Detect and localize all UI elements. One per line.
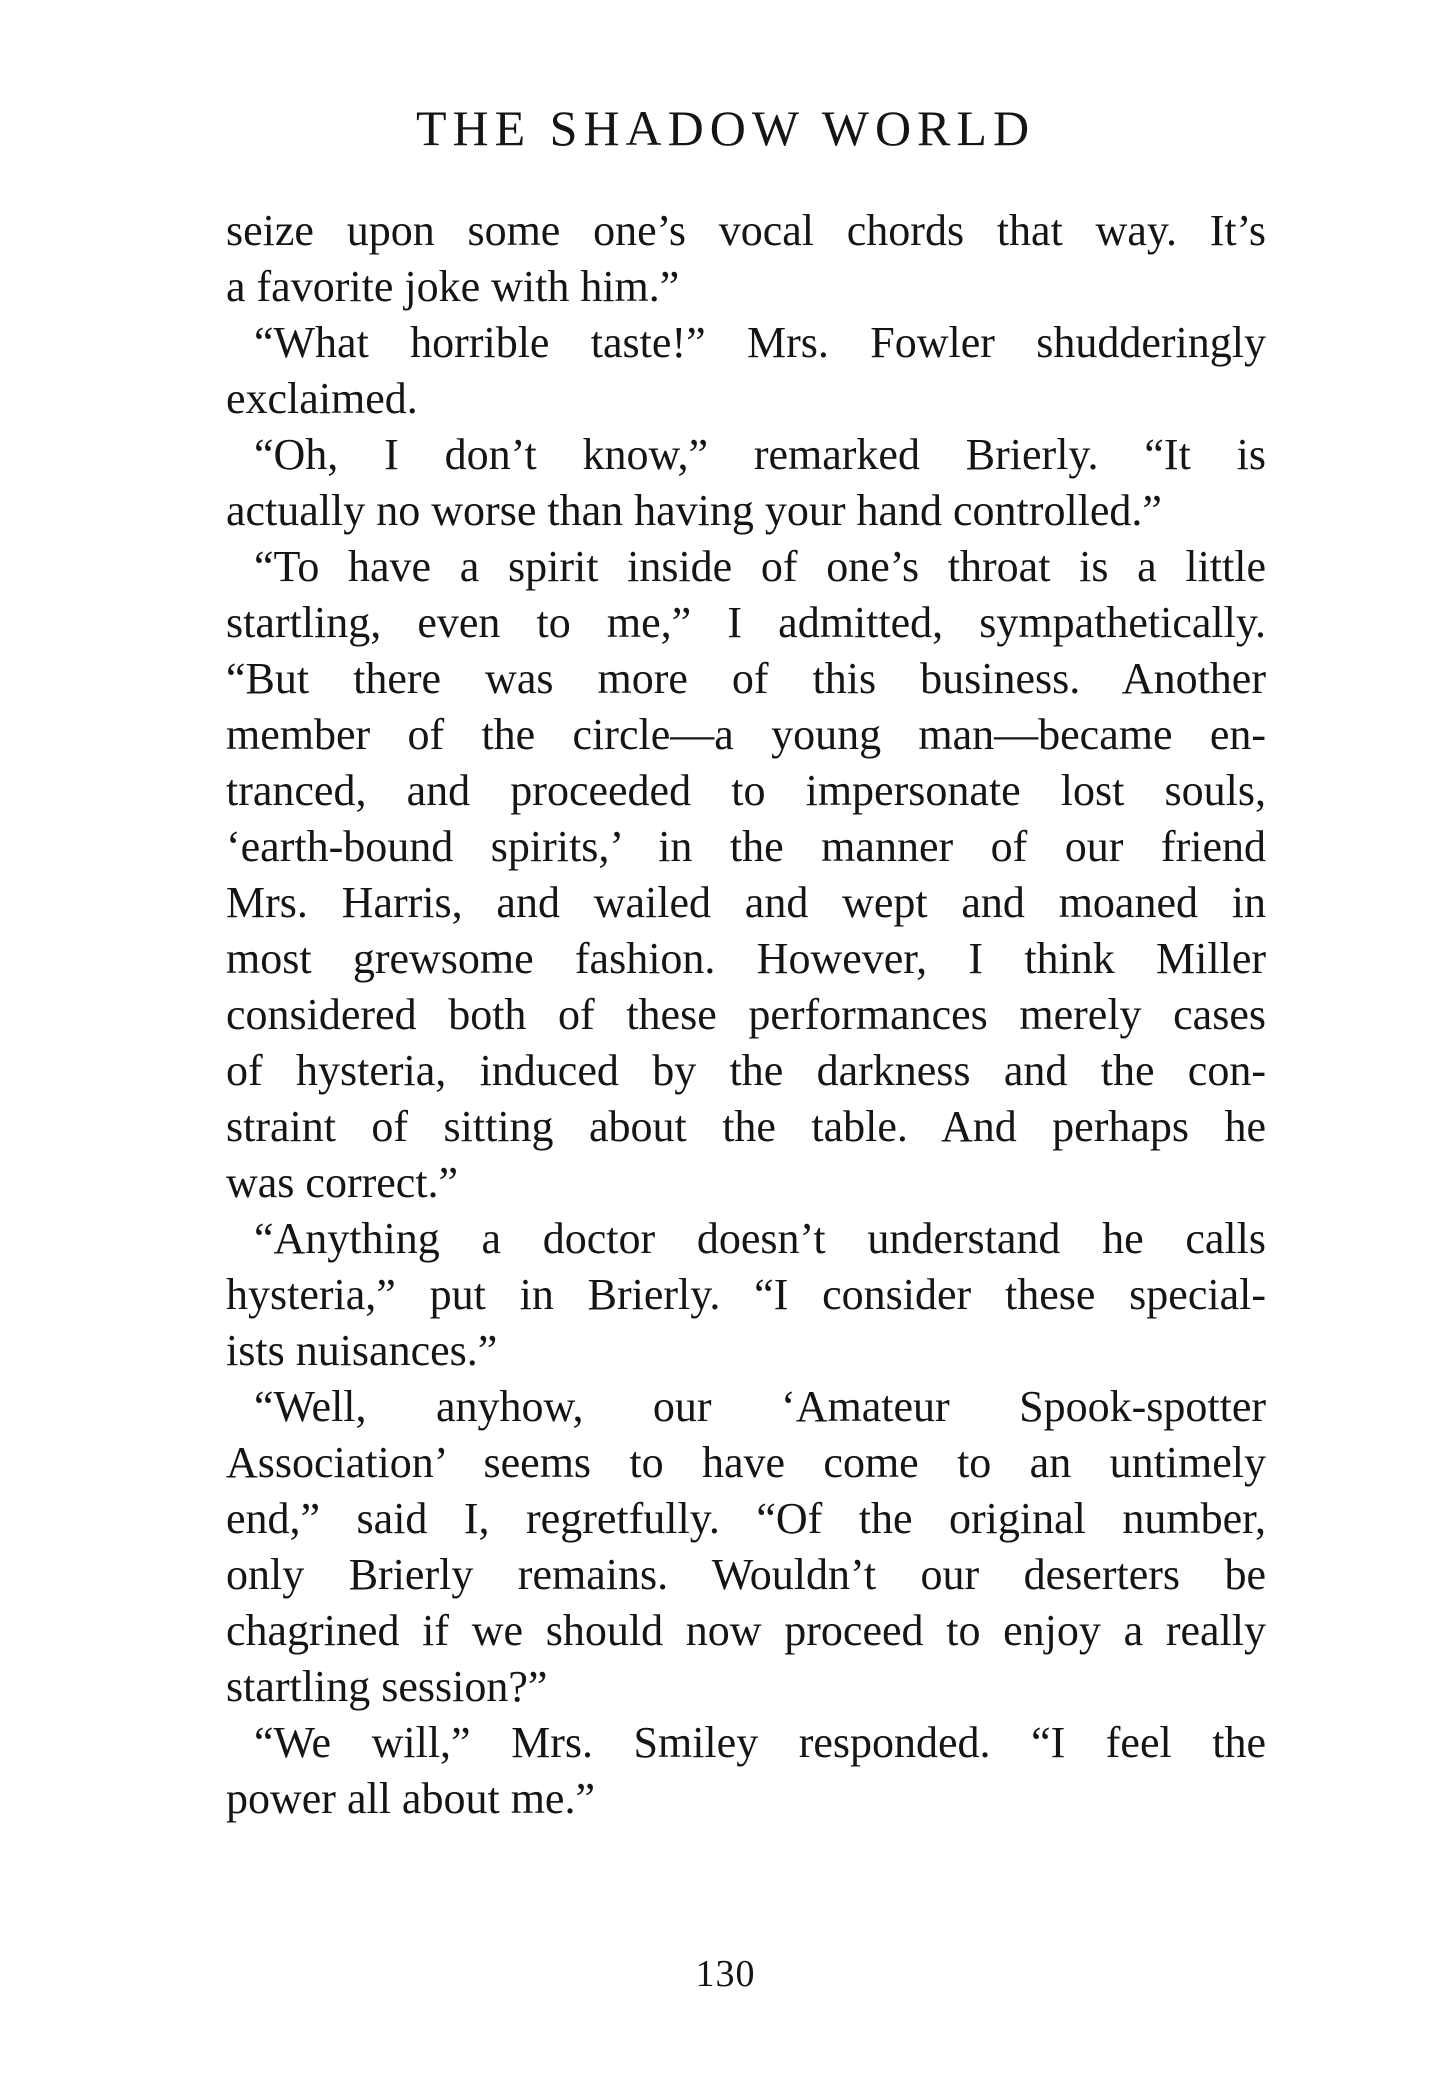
text-line: power all about me.” — [226, 1774, 595, 1823]
text-line: “Anything a doctor doesn’t understand he calls — [254, 1214, 1266, 1263]
text-line: “To have a spirit inside of one’s throat is a little — [254, 542, 1266, 591]
text-line: member of the circle—a young man—became en- — [226, 710, 1266, 759]
text-line: considered both of these performances merely cases — [226, 990, 1266, 1039]
text-line: was correct.” — [226, 1158, 459, 1207]
text-line: ists nuisances.” — [226, 1326, 498, 1375]
text-line: most grewsome fashion. However, I think Miller — [226, 934, 1266, 983]
running-head: THE SHADOW WORLD — [415, 100, 1036, 156]
text-line: actually no worse than having your hand controlled.” — [226, 486, 1162, 535]
text-line: end,” said I, regretfully. “Of the original number, — [226, 1494, 1266, 1543]
text-line: of hysteria, induced by the darkness and the con- — [226, 1046, 1266, 1095]
text-line: hysteria,” put in Brierly. “I consider these special- — [226, 1270, 1266, 1319]
text-line: a favorite joke with him.” — [226, 262, 680, 311]
page-number: 130 — [695, 1953, 756, 1995]
text-line: tranced, and proceeded to impersonate lost souls, — [226, 766, 1266, 815]
text-line: startling, even to me,” I admitted, sympathetically. — [226, 598, 1266, 647]
text-line: “But there was more of this business. Another — [226, 654, 1266, 703]
text-line: seize upon some one’s vocal chords that way. It’s — [226, 206, 1266, 255]
text-line: exclaimed. — [226, 374, 418, 423]
text-line: only Brierly remains. Wouldn’t our deserters be — [226, 1550, 1266, 1599]
text-line: “We will,” Mrs. Smiley responded. “I feel the — [254, 1718, 1266, 1767]
body-text — [226, 203, 1266, 1827]
text-line: Mrs. Harris, and wailed and wept and moaned in — [226, 878, 1266, 927]
text-line: ‘earth-bound spirits,’ in the manner of our friend — [226, 822, 1266, 871]
text-line: “What horrible taste!” Mrs. Fowler shudderingly — [254, 318, 1266, 367]
text-line: chagrined if we should now proceed to enjoy a really — [226, 1606, 1266, 1655]
text-line: straint of sitting about the table. And perhaps he — [226, 1102, 1266, 1151]
text-line: “Well, anyhow, our ‘Amateur Spook-spotter — [254, 1382, 1266, 1431]
text-line: Association’ seems to have come to an untimely — [226, 1438, 1266, 1487]
text-line: startling session?” — [226, 1662, 548, 1711]
text-line: “Oh, I don’t know,” remarked Brierly. “It is — [254, 430, 1266, 479]
